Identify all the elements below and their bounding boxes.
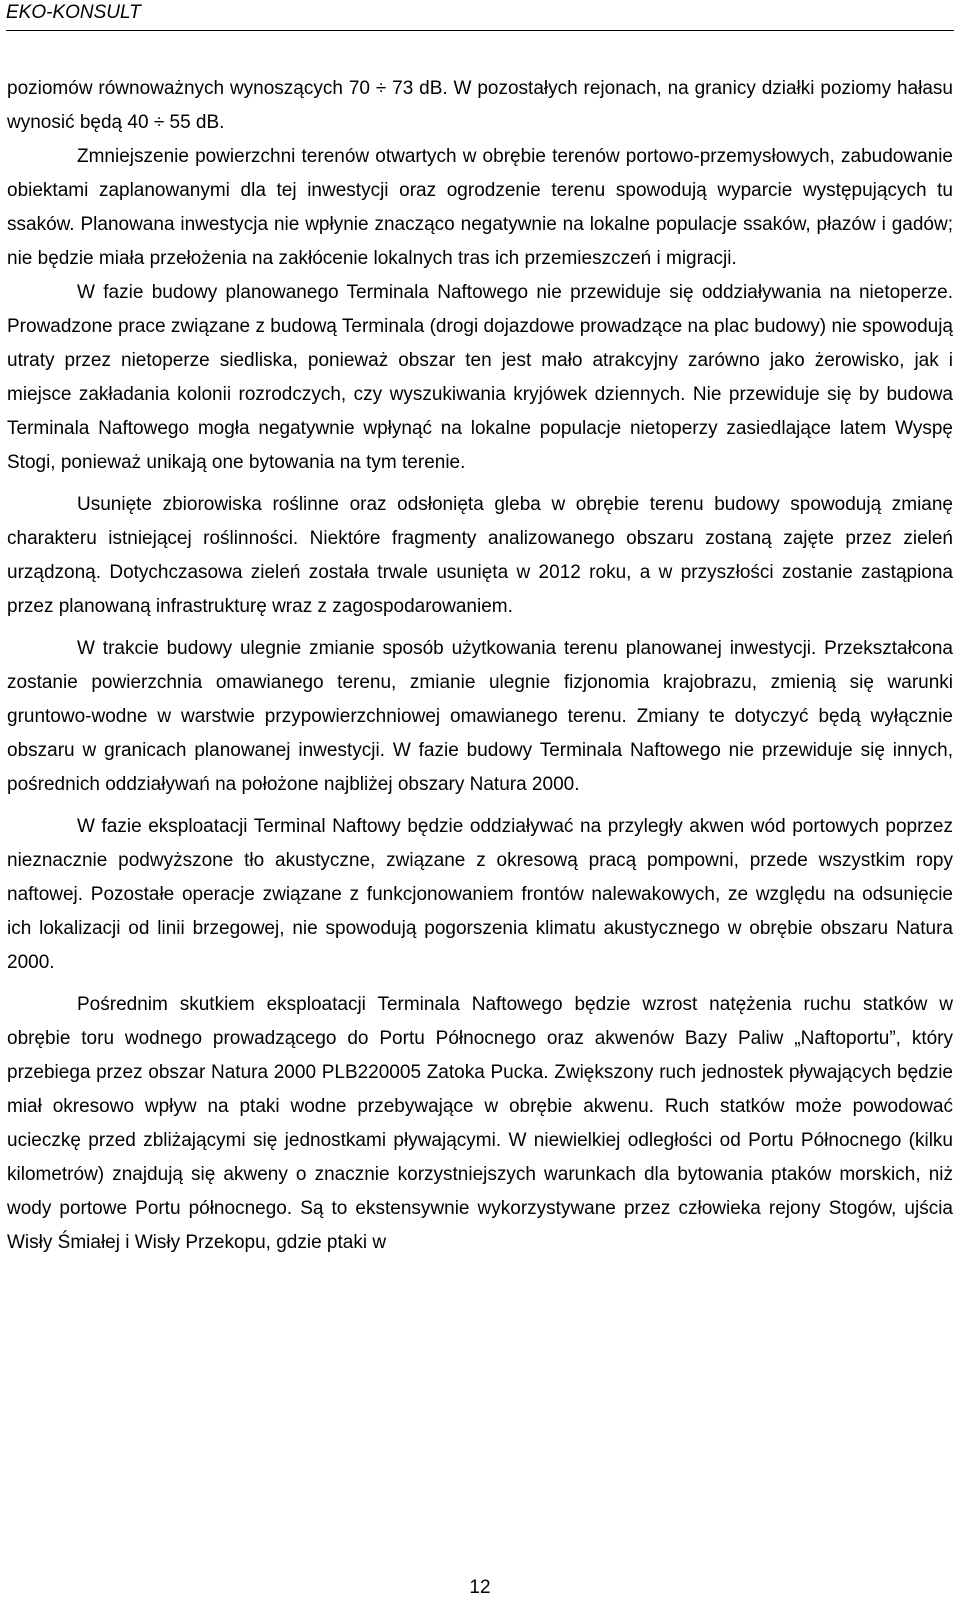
paragraph-ship-traffic: Pośrednim skutkiem eksploatacji Terminala Naftowego będzie wzrost natężenia ruchu statków w obrębie toru wodnego prowadzącego do Portu Północnego oraz akwenów Bazy Paliw „Naftoportu”, który przebiega przez obszar Natura 2000 PLB220005 Zatoka Pucka. Zwiększony ruch jednostek pływających będzie miał okresowo wpływ na ptaki wodne przebywające w obrębie akwenu. Ruch statków może powodować ucieczkę przed zbliżającymi się jednostkami pływającymi. W niewielkiej odległości od Portu Północnego (kilku kilometrów) znajdują się akweny o znacznie korzystniejszych warunkach dla bytowania ptaków morskich, niż wody portowe Portu północnego. Są to ekstensywnie wykorzystywane przez człowieka rejony Stogów, ujścia Wisły Śmiałej i Wisły Przekopu, gdzie ptaki w [7,994,953,1253]
page-number: 12 [469,1577,491,1598]
paragraph-bats: W fazie budowy planowanego Terminala Naftowego nie przewiduje się oddziaływania na nietoperze. Prowadzone prace związane z budową Terminala (drogi dojazdowe prowadzące na plac budowy) nie spowodują utraty przez nietoperze siedliska, ponieważ obszar ten jest mało atrakcyjny zarówno jako żerowisko, jak i miejsce zakładania kolonii rozrodczych, czy wyszukiwania kryjówek dziennych. Nie przewiduje się by budowa Terminala Naftowego mogła negatywnie wpłynąć na lokalne populacje nietoperzy zasiedlające latem Wyspę Stogi, ponieważ unikają one bytowania na tym terenie. [7,282,953,473]
paragraph-mammals: Zmniejszenie powierzchni terenów otwartych w obrębie terenów portowo-przemysłowych, zabudowanie obiektami zaplanowanymi dla tej inwestycji oraz ogrodzenie terenu spowodują wyparcie występujących tu ssaków. Planowana inwestycja nie wpłynie znacząco negatywnie na lokalne populacje ssaków, płazów i gadów; nie będzie miała przełożenia na zakłócenie lokalnych tras ich przemieszczeń i migracji. [7,146,953,269]
paragraph-continuation: poziomów równoważnych wynoszących 70 ÷ 73 dB. W pozostałych rejonach, na granicy działki poziomy hałasu wynosić będą 40 ÷ 55 dB. [7,78,953,133]
page-header [0,0,960,34]
paragraph-land-use: W trakcie budowy ulegnie zmianie sposób użytkowania terenu planowanej inwestycji. Przekształcona zostanie powierzchnia omawianego terenu, zmianie ulegnie fizjonomia krajobrazu, zmienią się warunki gruntowo-wodne w warstwie przypowierzchniowej omawianego terenu. Zmiany te dotyczyć będą wyłącznie obszaru w granicach planowanej inwestycji. W fazie budowy Terminala Naftowego nie przewiduje się innych, pośrednich oddziaływań na położone najbliżej obszary Natura 2000. [7,638,953,795]
paragraph-vegetation: Usunięte zbiorowiska roślinne oraz odsłonięta gleba w obrębie terenu budowy spowodują zmianę charakteru istniejącej roślinności. Niektóre fragmenty analizowanego obszaru zostaną zajęte przez zieleń urządzoną. Dotychczasowa zieleń została trwale usunięta w 2012 roku, a w przyszłości zostanie zastąpiona przez planowaną infrastrukturę wraz z zagospodarowaniem. [7,494,953,617]
header-rule [6,30,954,31]
paragraph-exploitation: W fazie eksploatacji Terminal Naftowy będzie oddziaływać na przyległy akwen wód portowych poprzez nieznacznie podwyższone tło akustyczne, związane z okresową pracą pompowni, przede wszystkim ropy naftowej. Pozostałe operacje związane z funkcjonowaniem frontów nalewakowych, ze względu na odsunięcie ich lokalizacji od linii brzegowej, nie spowodują pogorszenia klimatu akustycznego w obrębie obszaru Natura 2000. [7,816,953,973]
document-body [7,72,953,1260]
header-title: EKO-KONSULT [6,2,141,23]
